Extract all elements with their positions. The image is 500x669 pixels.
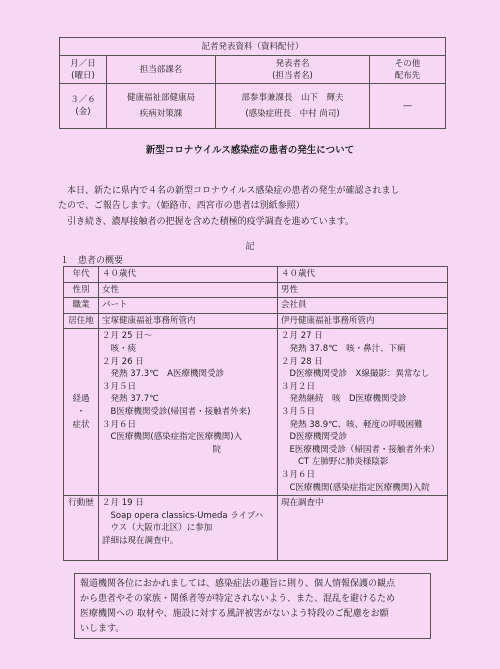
table-row (64, 282, 448, 298)
patient2-history: 現在調査中 (278, 496, 448, 561)
residence-label: 居住地 (64, 313, 99, 329)
notice-line: 医療機関への 取材や、施設に対する風評被害がないよう特段のご配慮をお願 (80, 609, 389, 619)
press-release-header-table (59, 37, 446, 129)
table-row (64, 329, 448, 496)
department-name: 健康福祉部健康局 疾病対策課 (107, 84, 216, 129)
sex-label: 性別 (64, 282, 99, 298)
patient2-age: ４０歳代 (278, 267, 448, 283)
patient2-job: 会社員 (278, 298, 448, 314)
patient1-history: ２月 19 日 Soap opera classics-Umeda ライブハ ウス（大阪市北区）に参加 詳細は現在調査中。 (99, 496, 278, 561)
patient2-course: ２月 27 日 発熱 37.8℃ 咳・鼻汁、下痢 ２月 28 日 D医療機関受診 X線撮影：異常なし ３月２日 発熱継続 咳 D医療機関受診 ３月５日 発熱 38.9℃、咳、軽度の呼吸困難 D医療機関受診 E医療機関受診（帰国者・接触者外来） CT 左肺野に肺炎様陰影 ３月６日 C医療機関(感染症指定医療機関)入院 (278, 329, 448, 496)
press-notice-box (74, 573, 431, 639)
section-title: １ 患者の概要 (60, 256, 124, 266)
table-row (64, 267, 448, 283)
ki-marker: 記 (245, 242, 255, 252)
department-column-header: 担当部課名 (107, 56, 216, 84)
job-label: 職業 (64, 298, 99, 314)
patient1-course: ２月 25 日～ 咳・痰 ２月 26 日 発熱 37.3℃ A医療機関受診 ３月５日 発熱 37.7℃ B医療機関受診(帰国者・接触者外来) ３月６日 C医療機関(感染症指定医療機関)入 院 (99, 329, 278, 496)
press-release-label: 記者発表資料（資料配付） (60, 38, 446, 56)
notice-line: から患者やその家族・関係者等が特定されないよう、また、混乱を避けるため (80, 594, 396, 604)
table-row (64, 313, 448, 329)
notice-line: いします。 (80, 624, 125, 634)
patient1-residence: 宝塚健康福祉事務所管内 (99, 313, 278, 329)
distribution-column-header: その他 配布先 (370, 56, 446, 84)
course-label: 経過 ・ 症状 (64, 329, 99, 496)
intro-line-1: 本日、新たに県内で４名の新型コロナウイルス感染症の患者の発生が確認されまし (58, 186, 400, 196)
table-row (64, 496, 448, 561)
patient2-residence: 伊丹健康福祉事務所管内 (278, 313, 448, 329)
patient2-sex: 男性 (278, 282, 448, 298)
patient1-job: パート (99, 298, 278, 314)
presenter-name: 部参事兼課長 山下 輝夫 (感染症班長 中村 尚司) (216, 84, 370, 129)
presenter-column-header: 発表者名 (担当者名) (216, 56, 370, 84)
intro-line-2: たので、ご報告します。（姫路市、西宮市の患者は別紙参照） (58, 201, 305, 211)
patient1-sex: 女性 (99, 282, 278, 298)
document-title: 新型コロナウイルス感染症の患者の発生について (145, 145, 355, 156)
age-label: 年代 (64, 267, 99, 283)
distribution-value: ― (370, 84, 446, 129)
patient1-age: ４０歳代 (99, 267, 278, 283)
patient-summary-table (63, 266, 448, 561)
history-label: 行動歴 (64, 496, 99, 561)
table-row (64, 298, 448, 314)
date-column-header: 月／日 (曜日) (60, 56, 107, 84)
notice-line: 報道機関各位におかれましては、感染症法の趣旨に則り、個人情報保護の観点 (80, 579, 396, 589)
intro-line-3: 引き続き、濃厚接触者の把握を含めた積極的疫学調査を進めています。 (58, 217, 354, 227)
release-date: ３／６ (金) (60, 84, 107, 129)
